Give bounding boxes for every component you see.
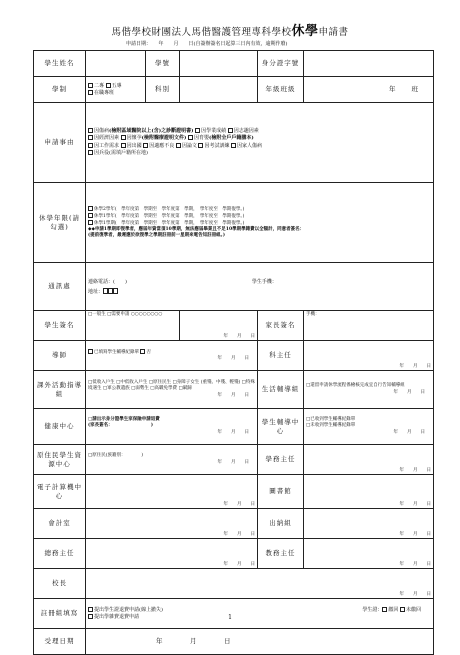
life-field — [304, 371, 434, 409]
period-1semester-checkbox[interactable] — [88, 220, 93, 225]
reason-pregnancy-note: (檢附醫療證明文件) — [141, 135, 187, 142]
extra-date: 年 月 日 — [217, 392, 249, 398]
period-options — [86, 183, 434, 263]
reason-interest-checkbox[interactable] — [228, 128, 233, 133]
extra-opts[interactable]: □低收入戶生 □中低收入戶生 □原住民生 □身障子女生 (重殘、中殘、輕殘) □特殊境遇生 □軍公教遺族 □弱勢生 □高職免學費 □賦歸 — [88, 380, 255, 392]
reason-childcare-checkbox[interactable] — [188, 135, 193, 140]
reason-childcare-note: (檢附全戶戶籍謄本) — [208, 135, 254, 142]
library-date: 年 月 日 — [304, 475, 434, 509]
period-label: 休學年限(請勾選) — [34, 183, 86, 263]
period-opt3: 休學1學期( 學年度第 學期至 學年度第 學期， 學年度至 學期復學。) — [94, 220, 245, 226]
life-opt[interactable]: □還留申請休學流程係檢核完成宜自行告知輔導組 — [306, 383, 405, 389]
teaching-label: 教務主任 — [258, 539, 304, 569]
reason-work-text: 因工作需求 — [94, 142, 120, 149]
accounting-label: 會計室 — [34, 509, 86, 539]
counsel-field — [304, 409, 434, 445]
life-date: 年 月 日 — [393, 389, 425, 395]
mentor-date: 年 月 日 — [217, 356, 249, 361]
library-label: 圖書館 — [258, 475, 304, 509]
teaching-date: 年 月 日 — [304, 539, 434, 569]
title-main: 休學 — [291, 24, 319, 39]
counsel-opt1[interactable]: □已收到學生輔導紀錄單 — [306, 417, 356, 423]
cashier-date: 年 月 日 — [304, 509, 434, 539]
reason-military-checkbox[interactable] — [88, 150, 93, 155]
period-note1: ◆◆申請1學期即復學者，應屆年資當須10學期，無法應屆畢業且不足10學期學雜費以全額計，同意者簽名： — [88, 227, 305, 233]
guardian-note: 手機： — [306, 312, 320, 317]
application-form-table — [33, 50, 434, 655]
reason-adapt-checkbox[interactable] — [143, 143, 148, 148]
period-1year-checkbox[interactable] — [88, 213, 93, 218]
id-number-label: 身分證字號 — [258, 51, 304, 77]
counsel-opt2[interactable]: □未收到學生輔導紀錄單 — [306, 423, 356, 429]
reason-military-text: 因兵役(需填戶籍所在地) — [94, 149, 148, 156]
indigenous-field — [86, 445, 258, 475]
registry-opt2: 提出學雜費退費申請 — [94, 613, 140, 620]
principal-label: 校長 — [34, 569, 86, 599]
contact-address[interactable]: 地址： — [88, 288, 104, 295]
contact-label: 通訊處 — [34, 263, 86, 311]
card-returned-text: 繳回 — [388, 607, 399, 613]
contact-fields — [86, 263, 434, 311]
dept-head-date: 年 月 日 — [304, 341, 434, 371]
reason-injury-checkbox[interactable] — [88, 128, 93, 133]
school-system-label: 學制 — [34, 77, 86, 103]
mentor-label: 導師 — [34, 341, 86, 371]
system-opt2: 五專 — [111, 83, 122, 89]
mentor-field — [86, 341, 258, 371]
counsel-date: 年 月 日 — [393, 429, 425, 435]
reason-label: 申請事由 — [34, 103, 86, 183]
name-label: 學生姓名 — [34, 51, 86, 77]
indigenous-opt[interactable]: □原住民(族籍別： ) — [88, 453, 144, 459]
health-opt2: (家長簽名： ) — [88, 423, 154, 429]
card-not-returned-checkbox[interactable] — [400, 607, 405, 612]
reason-thesis-text: 因論文 — [181, 142, 197, 149]
reason-grades-text: 因學業成績 — [201, 128, 227, 134]
academic-date: 年 月 日 — [304, 445, 434, 475]
id-number-field[interactable] — [304, 51, 434, 77]
student-card-label: 學生證： — [362, 607, 383, 613]
student-id-field[interactable] — [180, 51, 258, 77]
extra-label: 課外活動指導組 — [34, 371, 86, 409]
dept-head-label: 科主任 — [258, 341, 304, 371]
period-opt1: 休學2學年( 學年度第 學期至 學年度第 學期， 學年度至 學期復學。) — [94, 206, 245, 212]
accept-date-field[interactable]: 年 月 日 — [86, 629, 434, 655]
page-number: 1 — [228, 614, 232, 621]
signature-date: 年 月 日 — [180, 311, 258, 341]
grade-field[interactable]: 年 班 — [304, 77, 434, 103]
card-returned-checkbox[interactable] — [382, 607, 387, 612]
dept-label: 科別 — [146, 77, 180, 103]
apply-date-line: 申請日期： 年 月 日(自簽辦簽名日起算三日內有效，逾期作廢) — [126, 41, 288, 47]
general-label: 總務主任 — [34, 539, 86, 569]
dept-field[interactable] — [180, 77, 258, 103]
signature-note: □一般生 □需要申請 ○○○○○○○○ — [88, 312, 163, 317]
grade-label: 年級班級 — [258, 77, 304, 103]
title-suffix: 申請書 — [318, 27, 349, 38]
life-label: 生活輔導組 — [258, 371, 304, 409]
extra-field — [86, 371, 258, 409]
reason-exam-text: 因考試訓練 — [204, 142, 230, 149]
reason-options — [86, 103, 434, 183]
reason-injury-note: (檢附區域醫院以上(含)之診斷證明書) — [109, 128, 194, 134]
mentor-record-checkbox[interactable] — [88, 349, 93, 354]
reason-work-checkbox[interactable] — [88, 143, 93, 148]
reason-abroad-text: 因出國 — [126, 142, 142, 149]
reason-pregnancy-text: 因懷孕 — [126, 135, 142, 142]
reason-family-text: 因家人傷病 — [237, 142, 263, 149]
mentor-opt: 已填寫學生輔導紀錄單 — [94, 349, 139, 355]
school-system-options — [86, 77, 146, 103]
guardian-field[interactable] — [304, 311, 434, 341]
card-not-returned-text: 未繳回 — [405, 607, 421, 613]
reason-injury-text: 因傷病 — [94, 128, 110, 134]
reason-economic-text: 因經濟因素 — [94, 135, 120, 142]
contact-mobile[interactable]: 學生手機： — [251, 278, 277, 285]
period-opt2: 休學1學年( 學年度第 學期至 學年度第 學期， 學年度至 學期復學。) — [94, 213, 245, 219]
counsel-label: 學生輔導中心 — [258, 409, 304, 445]
computer-label: 電子計算機中心 — [34, 475, 86, 509]
system-inservice-checkbox[interactable] — [88, 90, 93, 95]
reason-economic-checkbox[interactable] — [88, 135, 93, 140]
reason-childcare-text: 因育嬰 — [193, 135, 209, 142]
period-2year-checkbox[interactable] — [88, 206, 93, 211]
computer-date: 年 月 日 — [86, 475, 258, 509]
system-opt1: 二專 — [94, 83, 105, 89]
system-2year-checkbox[interactable] — [88, 83, 93, 88]
accounting-date: 年 月 日 — [86, 509, 258, 539]
mentor-no-checkbox[interactable] — [140, 349, 145, 354]
registry-opt1: 提出學生證退費申請(線上撤失) — [94, 607, 163, 613]
accept-date-label: 受理日期 — [34, 629, 86, 655]
health-opt1[interactable]: □請出示身分證學生家保險申請退費 — [88, 417, 160, 423]
zip-box-3[interactable] — [113, 288, 118, 294]
registry-card-refund-checkbox[interactable] — [88, 607, 93, 612]
system-opt3: 在職專班 — [94, 89, 115, 96]
system-5year-checkbox[interactable] — [106, 83, 111, 88]
general-date: 年 月 日 — [86, 539, 258, 569]
health-field — [86, 409, 258, 445]
academic-label: 學務主任 — [258, 445, 304, 475]
reason-grades-checkbox[interactable] — [195, 128, 200, 133]
cashier-label: 出納組 — [258, 509, 304, 539]
reason-interest-text: 因志趣因素 — [233, 128, 259, 134]
reason-exam-checkbox[interactable] — [198, 143, 203, 148]
health-date: 年 月 日 — [217, 429, 249, 435]
title-prefix: 馬偕學校財團法人馬偕醫護管理專科學校 — [111, 27, 292, 38]
period-note2: (提前復學者，最遲應於欲復學之學期註冊前一星期來電告知註冊組。) — [88, 233, 226, 239]
signature-label: 學生簽名 — [34, 311, 86, 341]
reason-adapt-text: 因適應不良 — [149, 142, 175, 149]
reason-thesis-checkbox[interactable] — [176, 143, 181, 148]
indigenous-label: 原住民學生資源中心 — [34, 445, 86, 475]
name-field[interactable] — [86, 51, 146, 77]
student-id-label: 學號 — [146, 51, 180, 77]
signature-field[interactable] — [86, 311, 180, 341]
guardian-label: 家長簽名 — [258, 311, 304, 341]
form-title — [0, 20, 460, 39]
principal-date: 年 月 日 — [86, 569, 434, 599]
reason-pregnancy-checkbox[interactable] — [121, 135, 126, 140]
contact-phone[interactable]: 連絡電話：( ) — [88, 278, 127, 285]
mentor-opt-b: 否 — [146, 349, 151, 355]
health-label: 健康中心 — [34, 409, 86, 445]
reason-family-checkbox[interactable] — [231, 143, 236, 148]
indigenous-date: 年 月 日 — [217, 459, 249, 465]
registry-label: 註冊組填寫 — [34, 599, 86, 629]
reason-abroad-checkbox[interactable] — [121, 143, 126, 148]
